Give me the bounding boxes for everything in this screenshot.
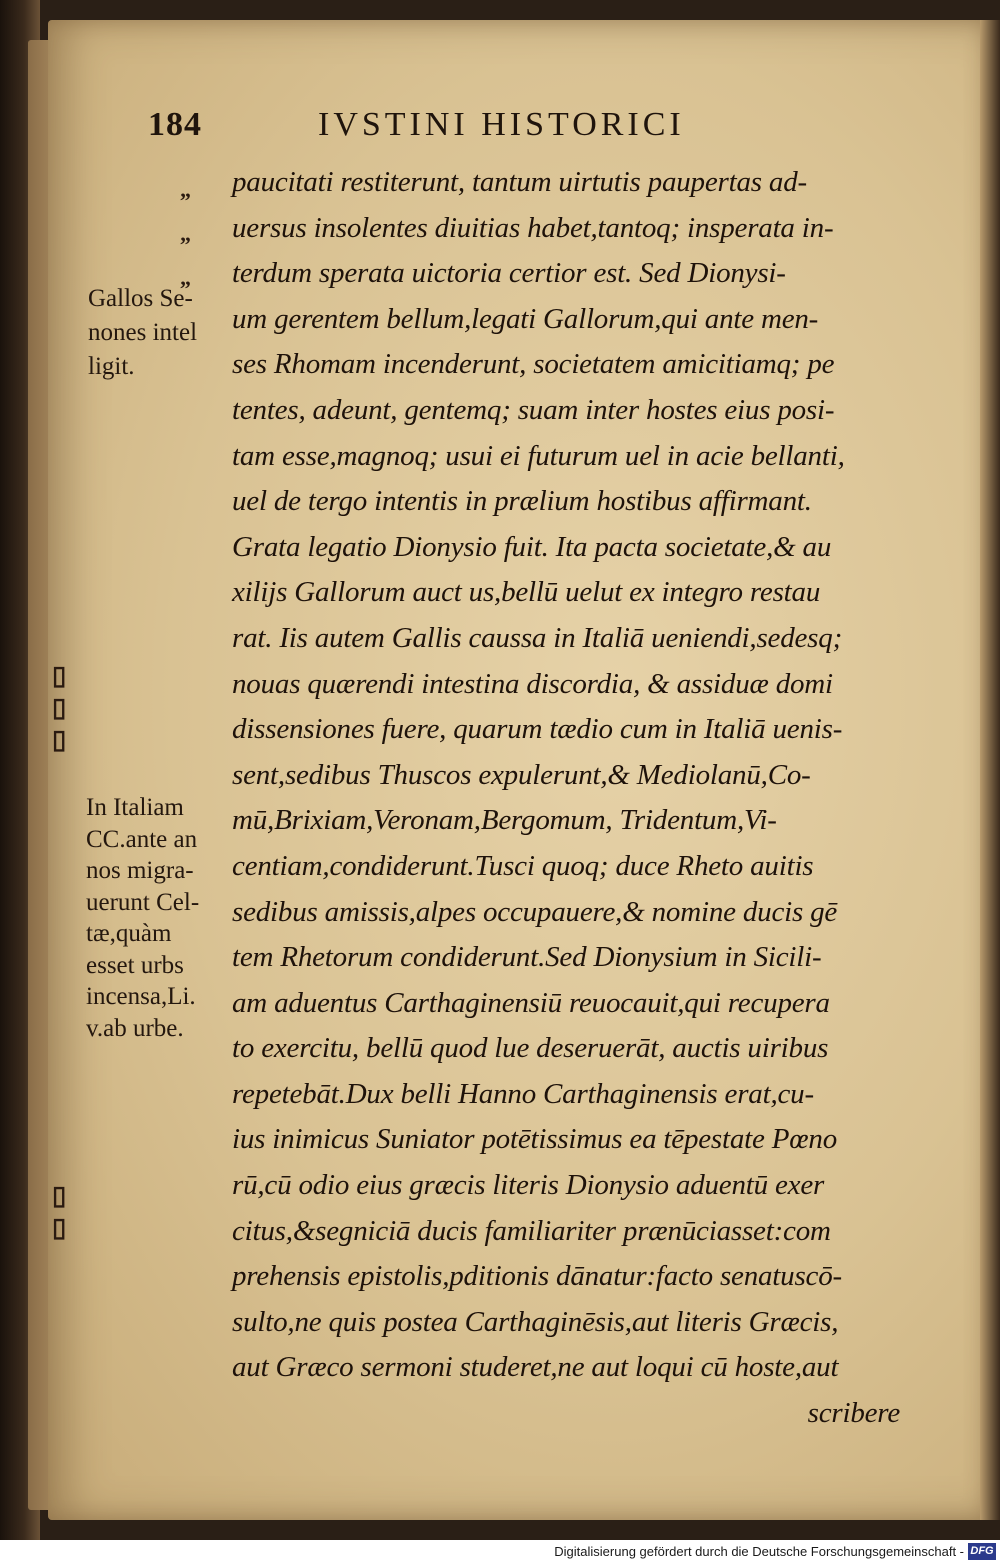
text-line: paucitati restiterunt, tantum uirtutis paupertas ad- xyxy=(232,166,807,198)
main-text-block xyxy=(232,160,912,1437)
marginal-line: ligit. xyxy=(88,353,135,380)
text-line: nouas quærendi intestina discordia, & assiduæ domi xyxy=(232,667,833,700)
funding-credit: Digitalisierung gefördert durch die Deutsche Forschungsgemeinschaft - xyxy=(554,1544,964,1559)
marginal-line: incensa,Li. xyxy=(86,983,196,1010)
marginal-line: CC.ante an xyxy=(86,825,198,853)
marginal-line: nones intel xyxy=(88,319,198,346)
text-line: repetebāt.Dux belli Hanno Carthaginensis erat,cu- xyxy=(232,1077,814,1110)
digitization-footer xyxy=(0,1540,1000,1564)
quote-mark: „ xyxy=(180,221,191,246)
text-line: citus,&segniciā ducis familiariter prænūciasset:com xyxy=(232,1214,831,1247)
quote-mark: „ xyxy=(180,177,191,202)
page-number: 184 xyxy=(148,106,202,143)
marginal-line: esset urbs xyxy=(86,951,184,979)
bleed-through-marks: ▯ ▯ xyxy=(52,1181,67,1242)
marginal-line: Gallos Se- xyxy=(88,285,193,312)
text-line: dissensiones fuere, quarum tædio cum in Italiā uenis- xyxy=(232,713,843,746)
text-line: aut Græco sermoni studeret,ne aut loqui cū hoste,aut xyxy=(232,1351,839,1384)
text-line: tem Rhetorum condiderunt.Sed Dionysium in Sicili- xyxy=(232,941,822,974)
page-edge-right xyxy=(980,20,1000,1520)
text-line: centiam,condiderunt.Tusci quoq; duce Rheto auitis xyxy=(232,849,814,882)
dfg-logo: DFG xyxy=(968,1543,996,1560)
marginal-line: tæ,quàm xyxy=(86,920,172,947)
text-line: rat. Iis autem Gallis caussa in Italiā ueniendi,sedesq; xyxy=(232,621,843,654)
marginal-note-italiam xyxy=(86,792,199,1044)
marginal-line: In Italiam xyxy=(86,794,184,821)
page-header xyxy=(148,106,808,156)
text-line: ses Rhomam incenderunt, societatem amicitiamq; pe xyxy=(232,348,835,381)
text-line: prehensis epistolis,pditionis dānatur:facto senatuscō- xyxy=(232,1260,842,1293)
text-line: rū,cū odio eius græcis literis Dionysio aduentū exer xyxy=(232,1169,825,1202)
text-line: sedibus amissis,alpes occupauere,& nomine ducis gē xyxy=(232,895,838,928)
text-line: terdum sperata uictoria certior est. Sed Dionysi- xyxy=(232,257,786,290)
text-line: um gerentem bellum,legati Gallorum,qui ante men- xyxy=(232,302,819,335)
text-line: uel de tergo intentis in prælium hostibus affirmant. xyxy=(232,485,812,518)
text-line: Grata legatio Dionysio fuit. Ita pacta societate,& au xyxy=(232,530,832,563)
marginal-line: nos migra- xyxy=(86,857,194,884)
text-line: ius inimicus Suniator potētissimus ea tēpestate Pœno xyxy=(232,1123,838,1156)
text-line: tam esse,magnoq; usui ei futurum uel in acie bellanti, xyxy=(232,439,845,472)
text-line: mū,Brixiam,Veronam,Bergomum, Tridentum,Vi- xyxy=(232,804,777,837)
text-line: am aduentus Carthaginensiū reuocauit,qui recupera xyxy=(232,986,830,1019)
running-head: IVSTINI HISTORICI xyxy=(318,106,685,143)
text-line: sulto,ne quis postea Carthaginēsis,aut literis Græcis, xyxy=(232,1305,839,1338)
text-line: uersus insolentes diuitias habet,tantoq; insperata in- xyxy=(232,211,834,244)
bleed-through-marks: ▯ ▯ ▯ xyxy=(52,661,67,754)
catchword: scribere xyxy=(807,1397,900,1430)
text-line: sent,sedibus Thuscos expulerunt,& Mediolanū,Co- xyxy=(232,758,811,791)
marginal-line: uerunt Cel- xyxy=(86,888,200,916)
quote-mark: „ xyxy=(180,265,191,290)
marginal-line: v.ab urbe. xyxy=(86,1014,184,1042)
text-line: tentes, adeunt, gentemq; suam inter hostes eius posi- xyxy=(232,393,835,426)
text-line: xilijs Gallorum auct us,bellū uelut ex integro restau xyxy=(232,576,821,609)
quotation-marks xyxy=(180,168,210,300)
marginal-note-gallos xyxy=(88,282,197,384)
text-line: to exercitu, bellū quod lue deseruerāt, auctis uiribus xyxy=(232,1032,829,1065)
